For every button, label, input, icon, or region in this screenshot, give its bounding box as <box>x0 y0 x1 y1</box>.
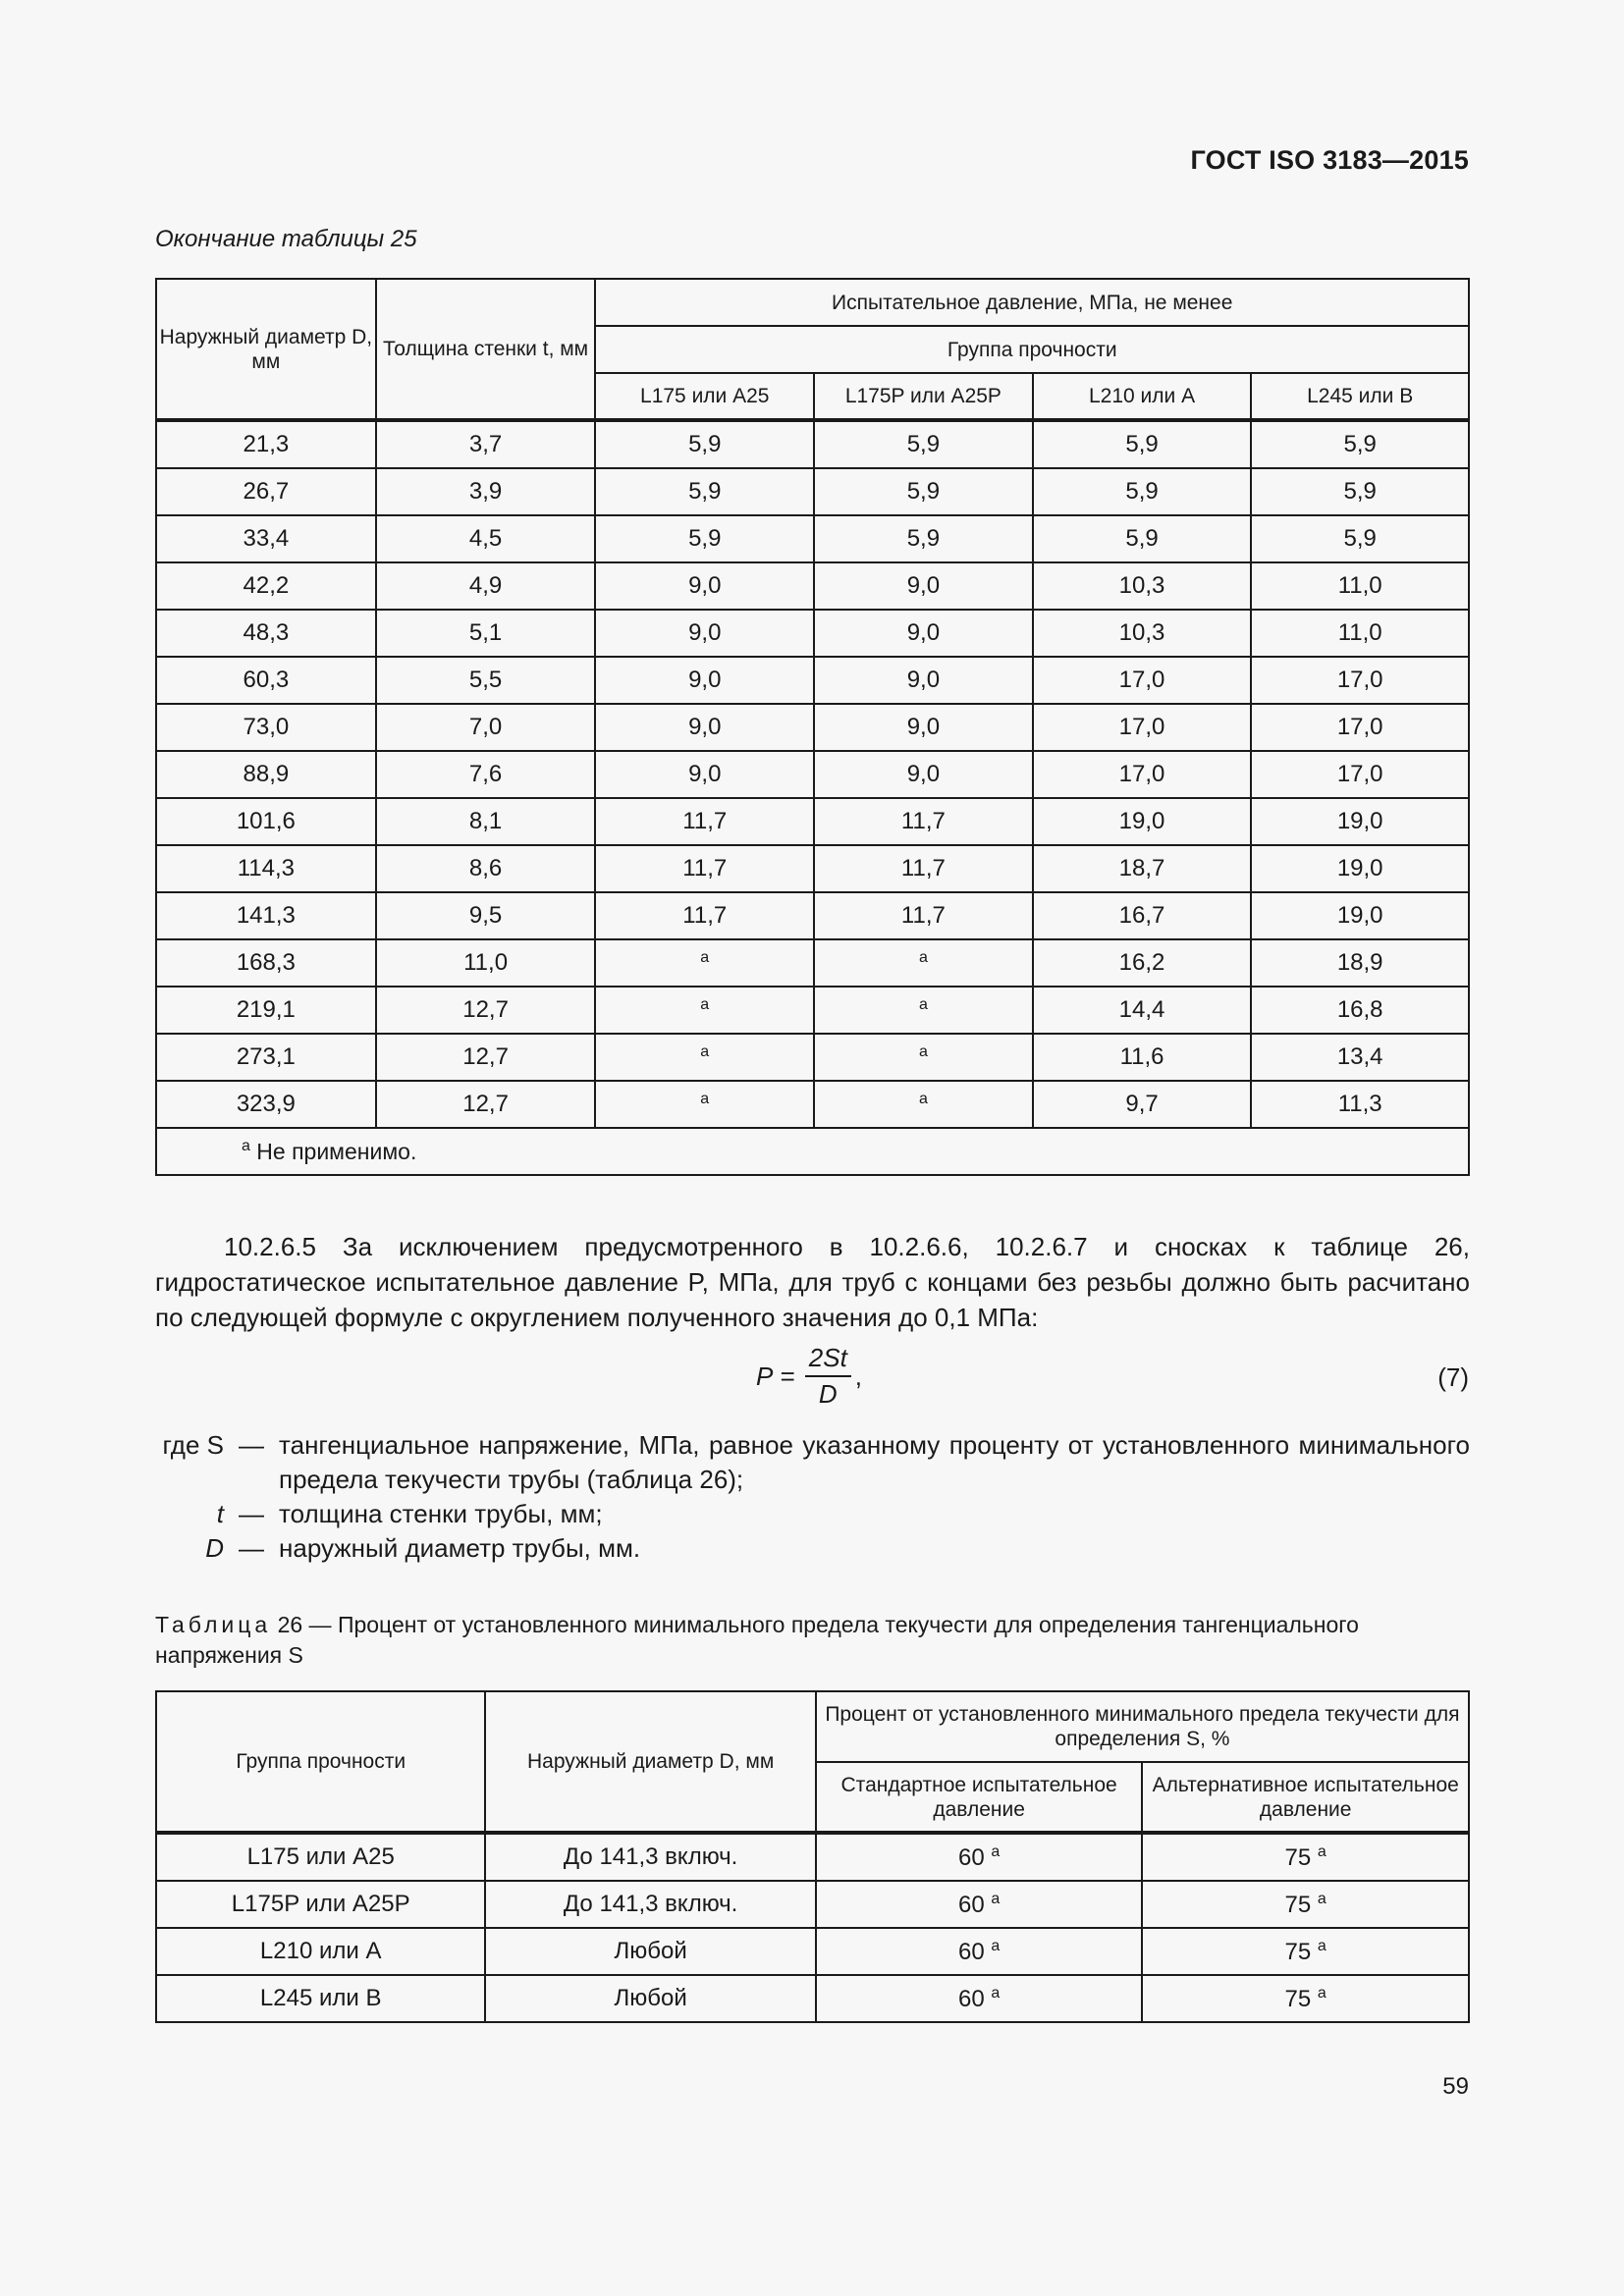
table-cell: 19,0 <box>1251 892 1469 939</box>
table-cell: 19,0 <box>1251 845 1469 892</box>
table-cell: 4,9 <box>376 562 596 610</box>
table-cell <box>1142 1881 1469 1928</box>
footnote-mark: a <box>991 1984 1001 2002</box>
table-cell: 26,7 <box>156 468 376 515</box>
table-cell: 11,7 <box>595 845 814 892</box>
table-cell <box>1142 1928 1469 1975</box>
definition-row <box>155 1531 1470 1566</box>
table-cell: 12,7 <box>376 987 596 1034</box>
table-row <box>156 1975 1469 2022</box>
table-row <box>156 1081 1469 1128</box>
table-cell: 12,7 <box>376 1034 596 1081</box>
table-cell: 5,9 <box>595 468 814 515</box>
table-cell: 9,5 <box>376 892 596 939</box>
table-cell: 13,4 <box>1251 1034 1469 1081</box>
table-row <box>156 1881 1469 1928</box>
header-strength-group: Группа прочности <box>156 1691 485 1833</box>
table-cell: 17,0 <box>1033 704 1252 751</box>
footnote-mark: a <box>1317 1984 1326 2002</box>
table-cell: 11,0 <box>1251 562 1469 610</box>
table-cell <box>595 1081 814 1128</box>
document-id: ГОСТ ISO 3183—2015 <box>1190 145 1469 175</box>
header-outer-diameter: Наружный диаметр D, мм <box>485 1691 815 1833</box>
table-cell: 5,9 <box>595 420 814 468</box>
table-cell: 11,6 <box>1033 1034 1252 1081</box>
table-cell <box>595 1034 814 1081</box>
table-cell <box>485 1928 815 1975</box>
footnote-mark: a <box>1317 1842 1326 1860</box>
table-cell: 4,5 <box>376 515 596 562</box>
table-cell: 88,9 <box>156 751 376 798</box>
cell-value: 60 <box>957 1938 985 1965</box>
table-row <box>156 562 1469 610</box>
table-row <box>156 704 1469 751</box>
definition-row <box>155 1497 1470 1531</box>
table-cell: 9,0 <box>814 562 1033 610</box>
footnote-mark: a <box>918 948 928 966</box>
table-cell <box>156 1928 485 1975</box>
table-cell: 3,9 <box>376 468 596 515</box>
table-cell: 5,9 <box>814 515 1033 562</box>
table-cell: 42,2 <box>156 562 376 610</box>
table-cell: 16,7 <box>1033 892 1252 939</box>
table-cell <box>156 1833 485 1881</box>
table-row <box>156 892 1469 939</box>
table-cell <box>485 1881 815 1928</box>
table-cell: 141,3 <box>156 892 376 939</box>
table-cell: 5,9 <box>1033 420 1252 468</box>
header-alternative-pressure: Альтернативное испытательное давление <box>1142 1762 1469 1833</box>
table-cell: 5,9 <box>1251 468 1469 515</box>
table-row <box>156 798 1469 845</box>
header-grade-l245: L245 или B <box>1251 373 1469 420</box>
definition-dash: — <box>239 1430 264 1460</box>
table-cell: 7,6 <box>376 751 596 798</box>
table-cell <box>816 1975 1143 2022</box>
table-row <box>156 420 1469 468</box>
table-25-footnote <box>156 1128 1469 1175</box>
table-cell <box>814 939 1033 987</box>
table-cell <box>485 1975 815 2022</box>
definition-symbol: t <box>216 1499 224 1528</box>
table-cell: 9,0 <box>595 562 814 610</box>
cell-value: 75 <box>1284 1985 1312 2012</box>
footnote-mark: a <box>700 1090 710 1107</box>
table-cell: 73,0 <box>156 704 376 751</box>
table-cell <box>1142 1833 1469 1881</box>
table-cell: 101,6 <box>156 798 376 845</box>
header-grade-l210: L210 или A <box>1033 373 1252 420</box>
table-cell: 323,9 <box>156 1081 376 1128</box>
table-row <box>156 610 1469 657</box>
table-cell: 14,4 <box>1033 987 1252 1034</box>
table-cell: 16,8 <box>1251 987 1469 1034</box>
table-cell: 5,1 <box>376 610 596 657</box>
footnote-mark: a <box>991 1890 1001 1907</box>
table-cell: 60,3 <box>156 657 376 704</box>
table-row <box>156 515 1469 562</box>
table-cell: 9,0 <box>595 751 814 798</box>
definition-row <box>155 1428 1470 1497</box>
footnote-mark: a <box>242 1138 250 1154</box>
cell-value: L245 или B <box>259 1985 382 2011</box>
footnote-mark: a <box>700 948 710 966</box>
table-cell: 16,2 <box>1033 939 1252 987</box>
header-test-pressure: Испытательное давление, МПа, не менее <box>595 279 1469 326</box>
table-cell: 5,9 <box>1251 420 1469 468</box>
header-grade-l175p: L175P или A25P <box>814 373 1033 420</box>
definition-symbol: где S <box>162 1430 224 1460</box>
table-row <box>156 1034 1469 1081</box>
table-cell: 11,7 <box>814 892 1033 939</box>
table-cell: 10,3 <box>1033 562 1252 610</box>
table-row <box>156 751 1469 798</box>
table-cell: 19,0 <box>1033 798 1252 845</box>
header-wall-thickness: Толщина стенки t, мм <box>376 279 596 420</box>
table-cell <box>595 987 814 1034</box>
table-cell: 9,0 <box>595 610 814 657</box>
formula-numerator: 2St <box>805 1343 851 1377</box>
table-cell: 17,0 <box>1033 751 1252 798</box>
formula-equals: = <box>780 1361 795 1391</box>
cell-value: 60 <box>957 1843 985 1871</box>
formula-number: (7) <box>1437 1362 1469 1392</box>
header-grade-l175: L175 или A25 <box>595 373 814 420</box>
cell-value: До 141,3 включ. <box>563 1843 738 1870</box>
table-row <box>156 987 1469 1034</box>
table-cell <box>814 987 1033 1034</box>
definition-symbol: D <box>205 1533 224 1563</box>
formula-denominator: D <box>818 1379 838 1409</box>
formula-tail: , <box>854 1361 863 1391</box>
table-cell <box>156 1975 485 2022</box>
cell-value: L175 или A25 <box>246 1843 395 1870</box>
table-26-title-text: 26 — Процент от установленного минимального предела текучести для определения тангенциального напряжения S <box>155 1612 1359 1668</box>
page-number: 59 <box>1442 2073 1469 2100</box>
header-standard-pressure: Стандартное испытательное давление <box>816 1762 1143 1833</box>
table-cell: 17,0 <box>1033 657 1252 704</box>
table-cell: 11,7 <box>814 845 1033 892</box>
table-row <box>156 939 1469 987</box>
footnote-mark: a <box>1317 1937 1326 1954</box>
table-cell: 11,7 <box>814 798 1033 845</box>
table-cell: 168,3 <box>156 939 376 987</box>
table-cell: 5,9 <box>1033 515 1252 562</box>
footnote-mark: a <box>1317 1890 1326 1907</box>
formula-7 <box>756 1343 862 1410</box>
table-row <box>156 845 1469 892</box>
header-percent-yield: Процент от установленного минимального предела текучести для определения S, % <box>816 1691 1469 1762</box>
table-cell <box>816 1881 1143 1928</box>
footnote-mark: a <box>700 995 710 1013</box>
definition-text: тангенциальное напряжение, МПа, равное указанному проценту от установленного минимального предела текучести трубы (таблица 26); <box>279 1430 1470 1494</box>
table-25-continuation-caption: Окончание таблицы 25 <box>155 226 417 252</box>
definition-dash: — <box>239 1533 264 1563</box>
footnote-mark: a <box>918 1042 928 1060</box>
table-cell <box>595 939 814 987</box>
table-cell: 7,0 <box>376 704 596 751</box>
table-cell: 114,3 <box>156 845 376 892</box>
table-cell: 9,0 <box>814 610 1033 657</box>
table-cell: 11,7 <box>595 798 814 845</box>
cell-value: 75 <box>1284 1891 1312 1918</box>
footnote-mark: a <box>991 1842 1001 1860</box>
table-cell: 9,0 <box>595 657 814 704</box>
table-cell: 273,1 <box>156 1034 376 1081</box>
table-cell: 17,0 <box>1251 704 1469 751</box>
table-row <box>156 657 1469 704</box>
paragraph-10-2-6-5: 10.2.6.5 За исключением предусмотренного в 10.2.6.6, 10.2.6.7 и сносках к таблице 26, гидростатическое испытательное давление P, МПа, для труб с концами без резьбы должно быть расчитано по следующей формуле с округлением полученного значения до 0,1 МПа: <box>155 1232 1470 1332</box>
table-cell <box>814 1034 1033 1081</box>
definition-dash: — <box>239 1499 264 1528</box>
table-cell: 9,7 <box>1033 1081 1252 1128</box>
table-cell <box>816 1928 1143 1975</box>
table-26-label: Таблица <box>155 1612 272 1637</box>
table-25-body <box>156 420 1469 1128</box>
table-cell: 12,7 <box>376 1081 596 1128</box>
table-cell: 18,7 <box>1033 845 1252 892</box>
table-cell: 33,4 <box>156 515 376 562</box>
table-row <box>156 468 1469 515</box>
table-cell <box>1142 1975 1469 2022</box>
table-cell: 219,1 <box>156 987 376 1034</box>
variable-definitions <box>155 1428 1470 1566</box>
table-26-title <box>155 1610 1470 1671</box>
table-cell: 21,3 <box>156 420 376 468</box>
table-row <box>156 1833 1469 1881</box>
table-26-body <box>156 1833 1469 2022</box>
footnote-mark: a <box>700 1042 710 1060</box>
table-cell: 11,0 <box>376 939 596 987</box>
footnote-mark: a <box>918 995 928 1013</box>
table-cell: 19,0 <box>1251 798 1469 845</box>
table-row <box>156 1928 1469 1975</box>
table-cell: 8,6 <box>376 845 596 892</box>
table-cell: 9,0 <box>595 704 814 751</box>
table-cell: 3,7 <box>376 420 596 468</box>
cell-value: Любой <box>614 1938 687 1964</box>
table-cell: 9,0 <box>814 704 1033 751</box>
formula-fraction <box>805 1343 851 1410</box>
cell-value: 60 <box>957 1985 985 2012</box>
footnote-mark: a <box>991 1937 1001 1954</box>
definition-text: наружный диаметр трубы, мм. <box>279 1533 641 1563</box>
cell-value: L175P или A25P <box>231 1891 410 1917</box>
formula-lhs: P <box>756 1361 774 1391</box>
table-cell <box>814 1081 1033 1128</box>
table-cell: 17,0 <box>1251 657 1469 704</box>
header-outer-diameter: Наружный диаметр D, мм <box>156 279 376 420</box>
cell-value: 75 <box>1284 1938 1312 1965</box>
definition-text: толщина стенки трубы, мм; <box>279 1499 603 1528</box>
table-cell: 5,9 <box>1251 515 1469 562</box>
table-cell: 11,7 <box>595 892 814 939</box>
table-cell: 11,0 <box>1251 610 1469 657</box>
header-strength-group: Группа прочности <box>595 326 1469 373</box>
cell-value: L210 или A <box>259 1938 382 1964</box>
table-cell: 5,9 <box>1033 468 1252 515</box>
table-cell: 5,9 <box>814 468 1033 515</box>
table-cell: 9,0 <box>814 751 1033 798</box>
cell-value: Любой <box>614 1985 687 2011</box>
footnote-mark: a <box>918 1090 928 1107</box>
table-25 <box>155 278 1470 1176</box>
table-cell <box>816 1833 1143 1881</box>
table-cell <box>156 1881 485 1928</box>
cell-value: До 141,3 включ. <box>563 1891 738 1917</box>
table-cell: 17,0 <box>1251 751 1469 798</box>
table-26 <box>155 1690 1470 2023</box>
table-cell: 11,3 <box>1251 1081 1469 1128</box>
table-cell: 8,1 <box>376 798 596 845</box>
table-cell: 48,3 <box>156 610 376 657</box>
table-cell: 5,9 <box>814 420 1033 468</box>
table-cell: 5,9 <box>595 515 814 562</box>
footnote-text: Не применимо. <box>256 1139 417 1164</box>
table-cell: 5,5 <box>376 657 596 704</box>
table-cell: 9,0 <box>814 657 1033 704</box>
cell-value: 75 <box>1284 1843 1312 1871</box>
cell-value: 60 <box>957 1891 985 1918</box>
table-cell: 10,3 <box>1033 610 1252 657</box>
table-cell <box>485 1833 815 1881</box>
table-cell: 18,9 <box>1251 939 1469 987</box>
